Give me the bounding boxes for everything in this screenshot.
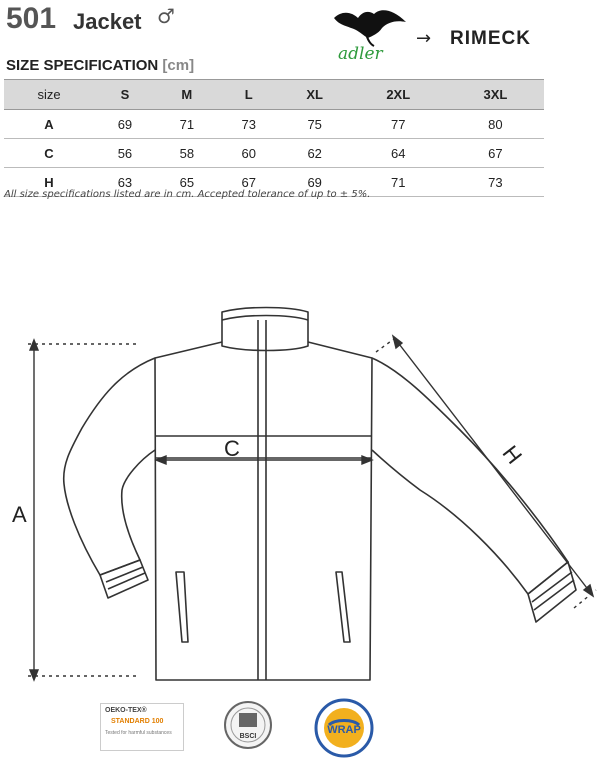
jacket-outline [64, 308, 576, 681]
wrap-label: WRAP [327, 724, 361, 736]
tolerance-note: All size specifications listed are in cm. Accepted tolerance of up to ± 5%. [4, 189, 371, 200]
table-cell: 60 [218, 139, 280, 168]
bsci-label: BSCI [239, 733, 257, 740]
table-cell: 71 [350, 168, 447, 197]
table-row [4, 110, 544, 139]
column-header: XL [280, 80, 350, 110]
model-number: 501 [6, 2, 57, 35]
dimension-c-label: C [224, 436, 240, 461]
table-cell: 58 [156, 139, 218, 168]
dimension-h-line [376, 336, 596, 608]
oeko-tex-standard: STANDARD 100 [111, 718, 164, 725]
table-cell: 77 [350, 110, 447, 139]
section-title [6, 57, 194, 74]
table-cell: 56 [94, 139, 156, 168]
table-row [4, 139, 544, 168]
dimension-h-label: H [497, 440, 528, 469]
table-cell: 71 [156, 110, 218, 139]
table-cell: 75 [280, 110, 350, 139]
header [0, 0, 608, 64]
bsci-badge-icon [223, 700, 273, 750]
unit-label: [cm] [162, 57, 195, 74]
table-cell: 73 [218, 110, 280, 139]
table-cell: 62 [280, 139, 350, 168]
table-cell: 80 [447, 110, 544, 139]
table-cell: 73 [447, 168, 544, 197]
column-header: S [94, 80, 156, 110]
oeko-tex-subtext: Tested for harmful substances [105, 730, 172, 736]
row-label: H [4, 168, 94, 197]
section-title-text: SIZE SPECIFICATION [6, 57, 159, 74]
column-header: L [218, 80, 280, 110]
oeko-tex-title: OEKO-TEX® [105, 707, 147, 714]
dimension-a-label: A [12, 502, 27, 527]
male-symbol-icon: ♂ [157, 4, 175, 28]
arrow-right-icon: → [416, 28, 432, 49]
column-header: 3XL [447, 80, 544, 110]
table-cell: 63 [94, 168, 156, 197]
column-header: size [4, 80, 94, 110]
table-cell: 65 [156, 168, 218, 197]
adler-brand-text: adler [338, 44, 383, 64]
table-cell: 69 [280, 168, 350, 197]
column-header: 2XL [350, 80, 447, 110]
size-table [4, 79, 544, 197]
jacket-diagram [0, 290, 608, 690]
table-cell: 69 [94, 110, 156, 139]
row-label: C [4, 139, 94, 168]
row-label: A [4, 110, 94, 139]
column-header: M [156, 80, 218, 110]
table-header-row [4, 80, 544, 110]
table-cell: 67 [447, 139, 544, 168]
product-type: Jacket [73, 9, 142, 34]
table-cell: 67 [218, 168, 280, 197]
oeko-tex-badge [100, 703, 184, 751]
rimeck-brand-text: RIMECK [450, 28, 531, 49]
wrap-badge-icon [311, 697, 377, 759]
table-cell: 64 [350, 139, 447, 168]
